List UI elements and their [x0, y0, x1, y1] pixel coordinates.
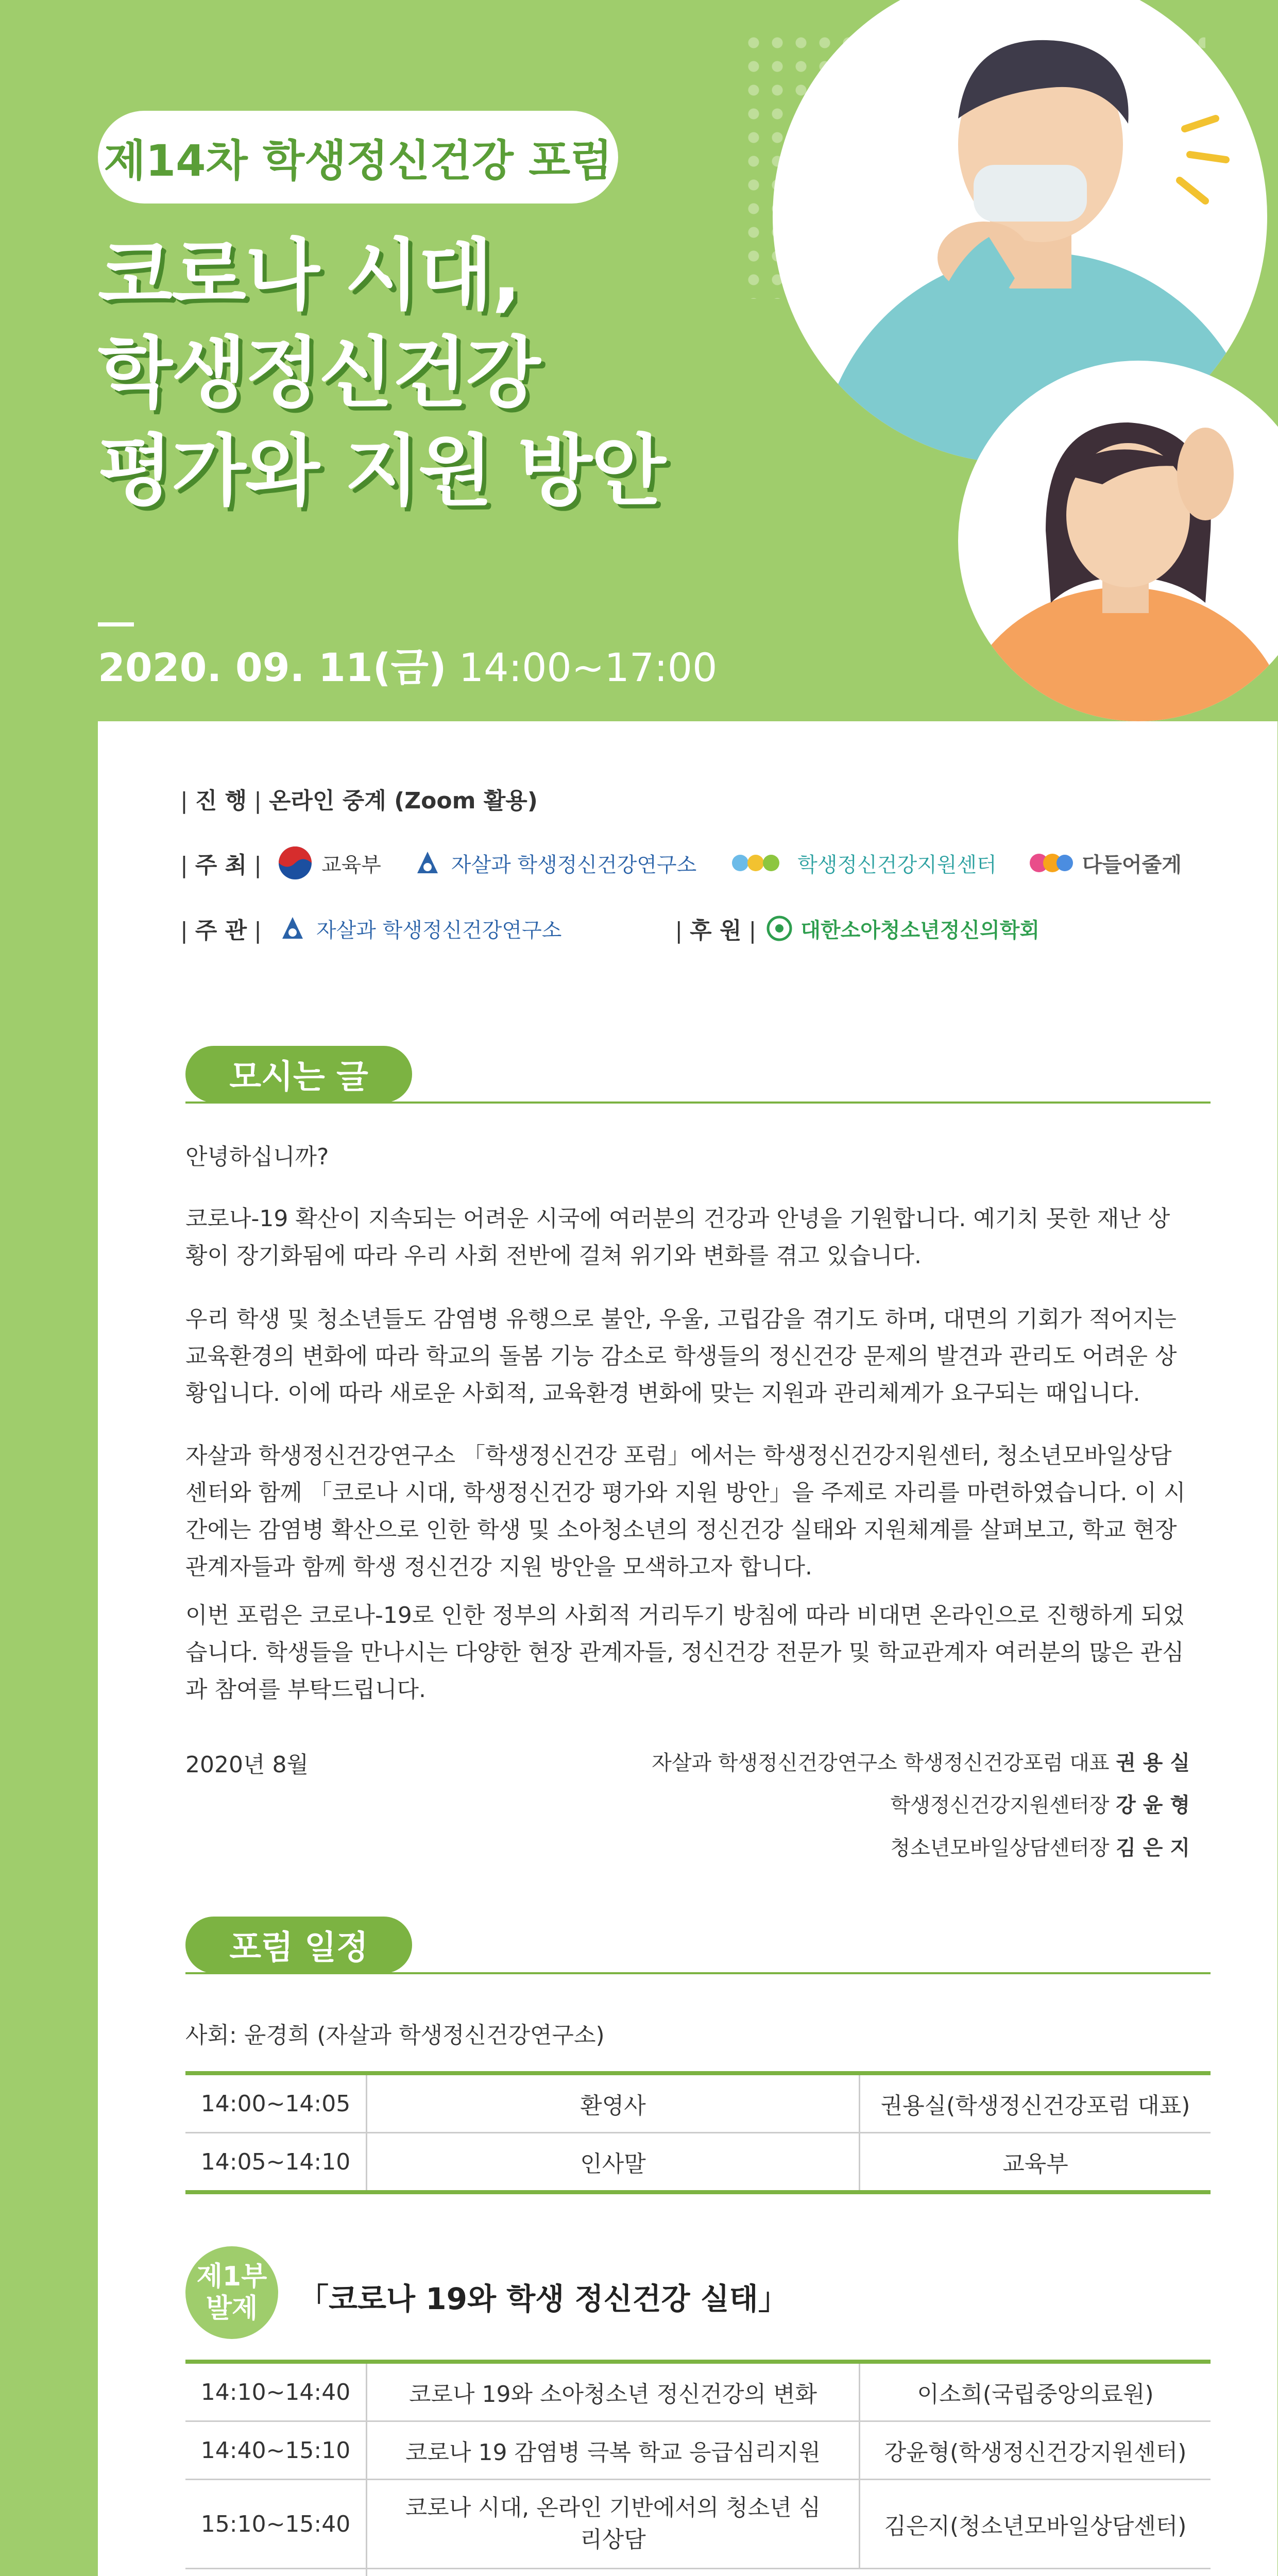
- organizer-label: 주 관: [195, 918, 247, 944]
- host-label: 주 최: [195, 852, 247, 878]
- center-logo-text: 학생정신건강지원센터: [797, 853, 997, 877]
- invitation-divider: [185, 1101, 1211, 1104]
- institute-emblem-icon: [412, 848, 443, 878]
- part1-badge-text: 제1부 발제: [196, 2261, 267, 2324]
- table-row: [185, 2569, 1211, 2576]
- schedule-section-title: 포럼 일정: [185, 1917, 412, 1973]
- signature-3-name: 김 은 지: [1116, 1836, 1190, 1860]
- greeting: 안녕하십니까?: [185, 1144, 329, 1170]
- signature-3-role: 청소년모바일상담센터장: [890, 1836, 1110, 1860]
- table-row: [185, 2421, 1211, 2480]
- institute-logo-text: 자살과 학생정신건강연구소: [451, 853, 697, 877]
- part1-table: [185, 2360, 1211, 2576]
- moderator: 사회: 윤경희 (자살과 학생정신건강연구소): [185, 2022, 605, 2048]
- row-item: 코로나 시대, 온라인 기반에서의 청소년 심리상담: [367, 2480, 860, 2569]
- event-date: 2020. 09. 11(금): [98, 645, 447, 690]
- progress-label: 진 행: [195, 788, 247, 814]
- signature-3: [890, 1832, 1190, 1861]
- moe-logo-text: 교육부: [321, 853, 381, 877]
- dadeureojulge-logo: [1028, 848, 1182, 878]
- invitation-paragraph-2: 우리 학생 및 청소년들도 감염병 유행으로 불안, 우울, 고립감을 겪기도 하며, 대면의 기회가 적어지는 교육환경의 변화에 따라 학교의 돌봄 기능 감소로 학생들의 정신건강 문제의 발견과 관리도 어려운 상황입니다. 이에 따라 새로운 사회적, 교육환경 변화에 맞는 지원과 관리체계가 요구되는 때입니다.: [185, 1306, 1177, 1406]
- part1-title: 「코로나 19와 학생 정신건강 실태」: [299, 2281, 788, 2316]
- row-item: 환영사: [367, 2073, 860, 2133]
- table-row: [185, 2480, 1211, 2569]
- sponsor-text: 대한소아청소년정신의학회: [800, 918, 1040, 942]
- organizer-logo: [277, 913, 561, 944]
- forum-edition-pill: 제14차 학생정신건강 포럼: [98, 111, 618, 204]
- opening-table: [185, 2071, 1211, 2194]
- row-person: 강윤형(학생정신건강지원센터): [860, 2421, 1211, 2480]
- dadeureojulge-text: 다들어줄게: [1082, 853, 1182, 877]
- invitation-paragraph-1: 코로나-19 확산이 지속되는 어려운 시국에 여러분의 건강과 안녕을 기원합니다. 예기치 못한 재난 상황이 장기화됨에 따라 우리 사회 전반에 걸쳐 위기와 변화를 겪고 있습니다.: [185, 1206, 1170, 1269]
- center-emblem-icon: [727, 848, 789, 878]
- institute-logo: [412, 848, 696, 878]
- row-item: 인사말: [367, 2133, 860, 2193]
- title-divider: [98, 622, 134, 626]
- row-person: 김은지(청소년모바일상담센터): [860, 2480, 1211, 2569]
- row-item: 코로나 19 감염병 극복 학교 응급심리지원: [367, 2421, 860, 2480]
- row-time: [185, 2569, 367, 2576]
- progress-value: 온라인 중계 (Zoom 활용): [268, 788, 538, 814]
- info-host: | 주 최 | 교육부 자살과 학생정신건강연구소 학생정신건강지원센터 다들어줄게: [180, 845, 1213, 881]
- row-time: 14:40~15:10: [185, 2421, 367, 2480]
- moe-emblem-icon: [277, 845, 313, 881]
- speech-bubbles-icon: [1028, 848, 1074, 878]
- sponsor-label: 후 원: [690, 918, 742, 944]
- sponsor-emblem-icon: [766, 916, 792, 941]
- signature-2-role: 학생정신건강지원센터장: [890, 1793, 1110, 1817]
- title-line-2: 학생정신건강: [98, 329, 540, 418]
- sponsor-logo: [766, 914, 1040, 943]
- page-title: [98, 227, 665, 520]
- title-line-3: 평가와 지원 방안: [98, 427, 665, 516]
- event-time: 14:00~17:00: [458, 645, 718, 690]
- signature-1-role: 자살과 학생정신건강연구소 학생정신건강포럼 대표: [652, 1751, 1110, 1775]
- row-item: 코로나 19와 소아청소년 정신건강의 변화: [367, 2362, 860, 2421]
- row-item: [367, 2569, 1211, 2576]
- content-card: [98, 721, 1277, 2576]
- invitation-paragraph-3: 자살과 학생정신건강연구소 「학생정신건강 포럼」에서는 학생정신건강지원센터, 청소년모바일상담센터와 함께 「코로나 시대, 학생정신건강 평가와 지원 방안」을 주제로 자리를 마련하였습니다. 이 시간에는 감염병 확산으로 인한 학생 및 소아청소년의 정신건강 실태와 지원체계를 살펴보고, 학교 현장 관계자들과 함께 학생 정신건강 지원 방안을 모색하고자 합니다.: [185, 1443, 1186, 1580]
- part1-badge: [185, 2246, 278, 2339]
- signature-2-name: 강 윤 형: [1116, 1793, 1190, 1817]
- invitation-date: 2020년 8월: [185, 1752, 309, 1778]
- info-progress: | 진 행 | 온라인 중계 (Zoom 활용): [180, 788, 538, 814]
- table-row: [185, 2362, 1211, 2421]
- row-time: 14:00~14:05: [185, 2073, 367, 2133]
- signature-2: [890, 1789, 1190, 1818]
- info-organizer: | 주 관 | 자살과 학생정신건강연구소 | 후 원 | 대한소아청소년정신의학회: [180, 912, 1070, 945]
- organizer-logo-text: 자살과 학생정신건강연구소: [316, 918, 562, 942]
- row-person: 교육부: [860, 2133, 1211, 2193]
- invitation-paragraph-4: 이번 포럼은 코로나-19로 인한 정부의 사회적 거리두기 방침에 따라 비대면 온라인으로 진행하게 되었습니다. 학생들을 만나시는 다양한 현장 관계자들, 정신건강 전문가 및 학교관계자 여러분의 많은 관심과 참여를 부탁드립니다.: [185, 1602, 1185, 1703]
- invitation-section-title: 모시는 글: [185, 1046, 412, 1103]
- hero-banner: [0, 0, 1278, 721]
- organizer-emblem-icon: [277, 913, 308, 944]
- row-person: 권용실(학생정신건강포럼 대표): [860, 2073, 1211, 2133]
- row-time: 14:10~14:40: [185, 2362, 367, 2421]
- signature-1-name: 권 용 실: [1116, 1751, 1190, 1775]
- schedule-divider: [185, 1972, 1211, 1974]
- row-time: 14:05~14:10: [185, 2133, 367, 2193]
- moe-logo: [277, 845, 381, 881]
- table-row: [185, 2133, 1211, 2193]
- signature-1: [652, 1747, 1190, 1776]
- row-time: 15:10~15:40: [185, 2480, 367, 2569]
- event-datetime: [98, 636, 717, 692]
- table-row: [185, 2073, 1211, 2133]
- center-logo: [727, 848, 996, 878]
- row-person: 이소희(국립중앙의료원): [860, 2362, 1211, 2421]
- title-line-1: 코로나 시대,: [98, 231, 520, 320]
